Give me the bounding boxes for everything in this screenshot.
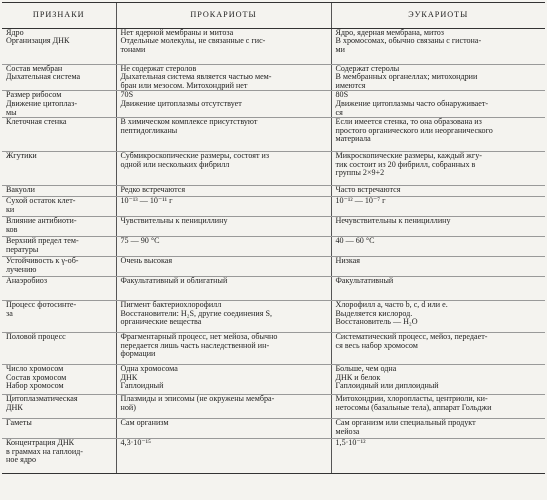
feature-cell: Сухой остаток клет- ки [2,197,116,217]
table-row [2,186,545,197]
prokaryote-cell: Не содержат стеролов Дыхательная система является частью мем- бран или мезосом. Митохондрий нет [116,64,331,91]
header-prokaryotes: ПРОКАРИОТЫ [116,3,331,29]
table-row [2,64,545,91]
prokaryote-cell: Нет ядерной мембраны и митоза Отдельные молекулы, не связанные с гис- тонами [116,28,331,64]
prokaryote-cell: Факультативный и облигатный [116,277,331,301]
table-row [2,91,545,118]
table-row [2,257,545,277]
table-row [2,28,545,64]
eukaryote-cell: 10⁻¹² — 10⁻⁷ г [331,197,545,217]
table-header-row [2,3,545,29]
table-row [2,197,545,217]
feature-cell: Состав мембран Дыхательная система [2,64,116,91]
prokaryote-cell: Очень высокая [116,257,331,277]
eukaryote-cell: Если имеется стенка, то она образована из простого органического или неорганического материала [331,118,545,152]
feature-cell: Верхний предел тем- пературы [2,237,116,257]
eukaryote-cell: Хлорофилл a, часто b, c, d или e. Выделяется кислород. Восстановитель — H₂O [331,301,545,333]
table-row [2,439,545,474]
feature-cell: Устойчивость к γ-об- лучению [2,257,116,277]
eukaryote-cell: Содержат стеролы В мембранных органеллах; митохондрии имеются [331,64,545,91]
prokaryote-cell: Редко встречаются [116,186,331,197]
eukaryote-cell: 80S Движение цитоплазмы часто обнаруживает- ся [331,91,545,118]
table-row [2,237,545,257]
eukaryote-cell: Низкая [331,257,545,277]
feature-cell: Вакуоли [2,186,116,197]
feature-cell: Жгутики [2,152,116,186]
feature-cell: Влияние антибиоти- ков [2,217,116,237]
eukaryote-cell: 1,5·10⁻¹² [331,439,545,474]
eukaryote-cell: 40 — 60 °С [331,237,545,257]
prokaryote-cell: Плазмиды и эписомы (не окружены мембра- ной) [116,395,331,419]
feature-cell: Число хромосом Состав хромосом Набор хромосом [2,365,116,395]
prokaryote-cell: 4,3·10⁻¹⁵ [116,439,331,474]
table-row [2,277,545,301]
eukaryote-cell: Часто встречаются [331,186,545,197]
feature-cell: Размер рибосом Движение цитоплаз- мы [2,91,116,118]
prokaryote-cell: 70S Движение цитоплазмы отсутствует [116,91,331,118]
prokaryote-cell: Фрагментарный процесс, нет мейоза, обычно передается лишь часть наследственной ин- формации [116,333,331,365]
eukaryote-cell: Систематический процесс, мейоз, передает- ся весь набор хромосом [331,333,545,365]
header-features: ПРИЗНАКИ [2,3,116,29]
eukaryote-cell: Нечувствительны к пенициллину [331,217,545,237]
table-row [2,365,545,395]
table-row [2,217,545,237]
eukaryote-cell: Сам организм или специальный продукт мейоза [331,419,545,439]
prokaryote-cell: Сам организм [116,419,331,439]
header-eukaryotes: ЭУКАРИОТЫ [331,3,545,29]
eukaryote-cell: Микроскопические размеры, каждый жгу- тик состоит из 20 фибрилл, собранных в группы 2×9+2 [331,152,545,186]
eukaryote-cell: Митохондрии, хлоропласты, центриоли, ки- нетосомы (базальные тела), аппарат Гольджи [331,395,545,419]
feature-cell: Клеточная стенка [2,118,116,152]
table-row [2,301,545,333]
table-row [2,333,545,365]
eukaryote-cell: Больше, чем одна ДНК и белок Гаплоидный или диплоидный [331,365,545,395]
prokaryote-cell: 10⁻¹³ — 10⁻¹¹ г [116,197,331,217]
feature-cell: Концентрация ДНК в граммах на гаплоид- ное ядро [2,439,116,474]
prokaryote-cell: Пигмент бактериохлорофилл Восстановители: H₂S, другие соединения S, органические вещества [116,301,331,333]
prokaryote-cell: В химическом комплексе присутствуют пептидогликаны [116,118,331,152]
feature-cell: Цитоплазматическая ДНК [2,395,116,419]
feature-cell: Половой процесс [2,333,116,365]
prokaryote-cell: Одна хромосома ДНК Гаплоидный [116,365,331,395]
table-row [2,419,545,439]
prokaryote-cell: 75 — 90 °С [116,237,331,257]
feature-cell: Ядро Организация ДНК [2,28,116,64]
feature-cell: Гаметы [2,419,116,439]
feature-cell: Процесс фотосинте- за [2,301,116,333]
table-body [2,28,545,474]
prokaryote-cell: Чувствительны к пенициллину [116,217,331,237]
feature-cell: Анаэробиоз [2,277,116,301]
eukaryote-cell: Факультативный [331,277,545,301]
eukaryote-cell: Ядро, ядерная мембрана, митоз В хромосомах, обычно связаны с гистона- ми [331,28,545,64]
table-row [2,118,545,152]
table-row [2,395,545,419]
comparison-table [2,2,545,474]
table-row [2,152,545,186]
prokaryote-cell: Субмикроскопические размеры, состоят из одной или нескольких фибрилл [116,152,331,186]
